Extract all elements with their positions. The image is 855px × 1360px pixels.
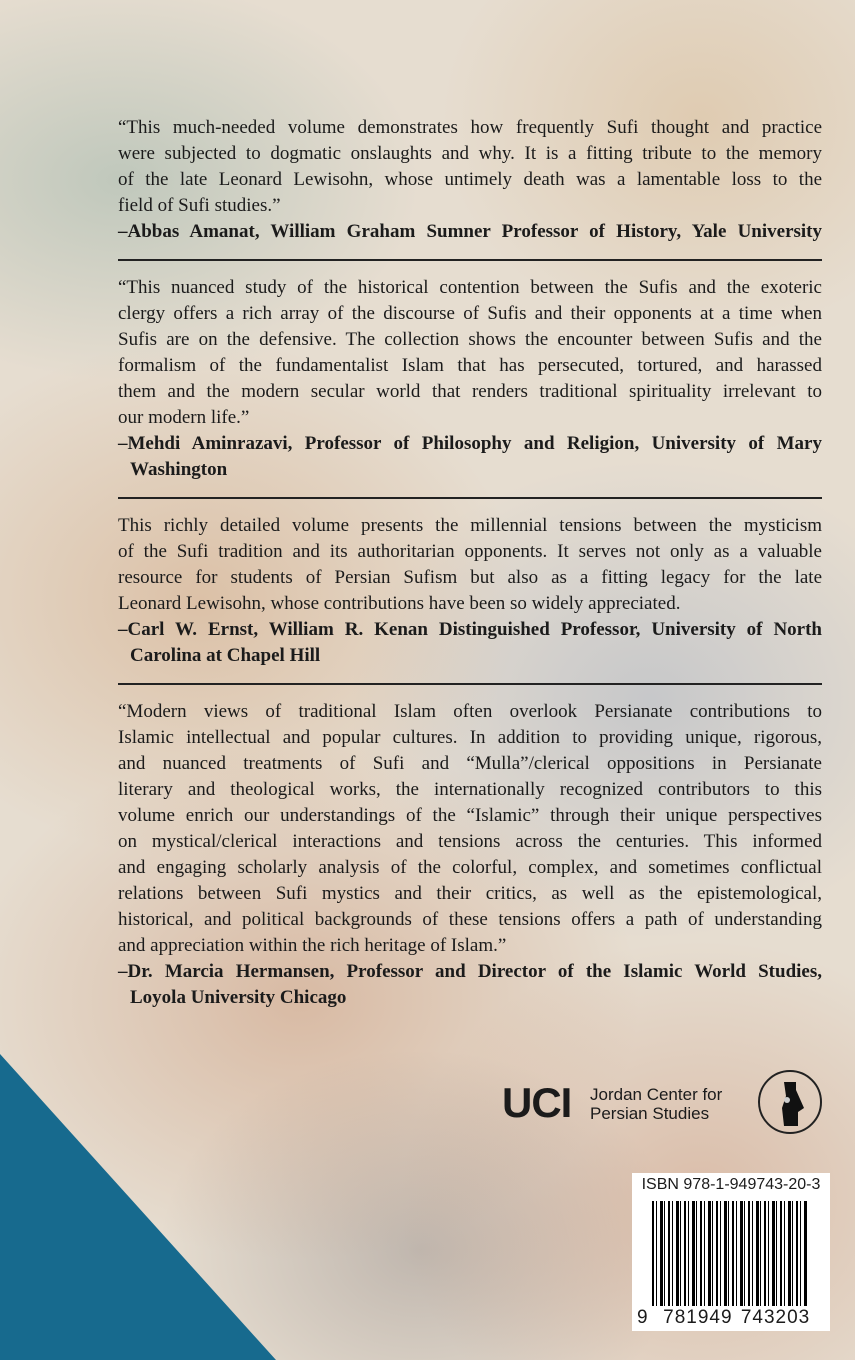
- blurb-text-line: “This much-needed volume demonstrates how frequently Sufi thought and practice: [118, 117, 822, 138]
- barcode-bars: [652, 1201, 808, 1306]
- blurb-text-line: relations between Sufi mystics and their critics, as well as the epistemological,: [118, 883, 822, 904]
- blurb-text-line: and engaging scholarly analysis of the colorful, complex, and sometimes conflictual: [118, 857, 822, 878]
- isbn-barcode: [632, 1173, 830, 1331]
- blurb-attribution: –Abbas Amanat, William Graham Sumner Professor of History, Yale University: [118, 221, 822, 242]
- publisher-logo: [502, 1070, 828, 1140]
- blurb: [118, 115, 822, 245]
- blurb-text-line: formalism of the fundamentalist Islam that has persecuted, tortured, and harassed: [118, 355, 822, 376]
- blurb-text-line: “This nuanced study of the historical contention between the Sufis and the exoteric: [118, 277, 822, 298]
- ean-digits: [636, 1307, 826, 1329]
- blurb-text-line: Islamic intellectual and popular cultures. In addition to providing unique, rigorous,: [118, 727, 822, 748]
- blurb-attribution: Carolina at Chapel Hill: [130, 645, 321, 666]
- ean-left: 781949: [663, 1307, 733, 1328]
- publisher-name: [590, 1085, 722, 1123]
- blurb-text-line: of the Sufi tradition and its authoritarian opponents. It serves not only as a valuable: [118, 541, 822, 562]
- blurb: [118, 699, 822, 1011]
- blurb-text-line: This richly detailed volume presents the millennial tensions between the mysticism: [118, 515, 822, 536]
- divider-rule: [118, 259, 822, 261]
- seal-icon: [758, 1070, 822, 1134]
- blurb-text-line: Leonard Lewisohn, whose contributions have been so widely appreciated.: [118, 593, 681, 614]
- blurb-text-line: and appreciation within the rich heritage of Islam.”: [118, 935, 507, 956]
- blue-corner-triangle: [0, 1054, 276, 1360]
- blurb-attribution: Loyola University Chicago: [130, 987, 347, 1008]
- divider-rule: [118, 683, 822, 685]
- blurb-text-line: literary and theological works, the internationally recognized contributors to this: [118, 779, 822, 800]
- blurb-text-line: volume enrich our understandings of the “Islamic” through their unique perspectives: [118, 805, 822, 826]
- blurb-attribution: –Dr. Marcia Hermansen, Professor and Director of the Islamic World Studies,: [118, 961, 822, 982]
- blurb-text-line: historical, and political backgrounds of these tensions offers a path of understanding: [118, 909, 822, 930]
- isbn-text: ISBN 978-1-949743-20-3: [641, 1176, 821, 1193]
- blurb-text-line: and nuanced treatments of Sufi and “Mulla”/clerical oppositions in Persianate: [118, 753, 822, 774]
- blurb-attribution: –Mehdi Aminrazavi, Professor of Philosophy and Religion, University of Mary: [118, 433, 822, 454]
- blurb-text-line: resource for students of Persian Sufism but also as a fitting legacy for the late: [118, 567, 822, 588]
- blurb-text-line: them and the modern secular world that renders traditional spirituality irrelevant to: [118, 381, 822, 402]
- uci-logo: UCI: [502, 1079, 572, 1126]
- blurb-text-line: Sufis are on the defensive. The collection shows the encounter between Sufis and the: [118, 329, 822, 350]
- blurb-text-line: field of Sufi studies.”: [118, 195, 281, 216]
- blurb-attribution: Washington: [130, 459, 228, 480]
- ean-right: 743203: [740, 1307, 811, 1328]
- blurb: [118, 513, 822, 669]
- blurb-text-line: clergy offers a rich array of the discourse of Sufis and their opponents at a time when: [118, 303, 822, 324]
- divider-rule: [118, 497, 822, 499]
- ean-first: 9: [637, 1307, 649, 1328]
- publisher-name-line2: Persian Studies: [590, 1104, 710, 1123]
- blurb-text-line: our modern life.”: [118, 407, 250, 428]
- blurb-text-line: on mystical/clerical interactions and tensions across the centuries. This informed: [118, 831, 822, 852]
- blurb-attribution: –Carl W. Ernst, William R. Kenan Distinguished Professor, University of North: [118, 619, 822, 640]
- blurb-text-line: “Modern views of traditional Islam often overlook Persianate contributions to: [118, 701, 822, 722]
- blurbs: [118, 115, 822, 1011]
- publisher-name-line1: Jordan Center for: [590, 1085, 723, 1104]
- blurb-text-line: were subjected to dogmatic onslaughts and why. It is a fitting tribute to the memory: [118, 143, 822, 164]
- blurb-text-line: of the late Leonard Lewisohn, whose untimely death was a lamentable loss to the: [118, 169, 822, 190]
- blurb: [118, 275, 822, 483]
